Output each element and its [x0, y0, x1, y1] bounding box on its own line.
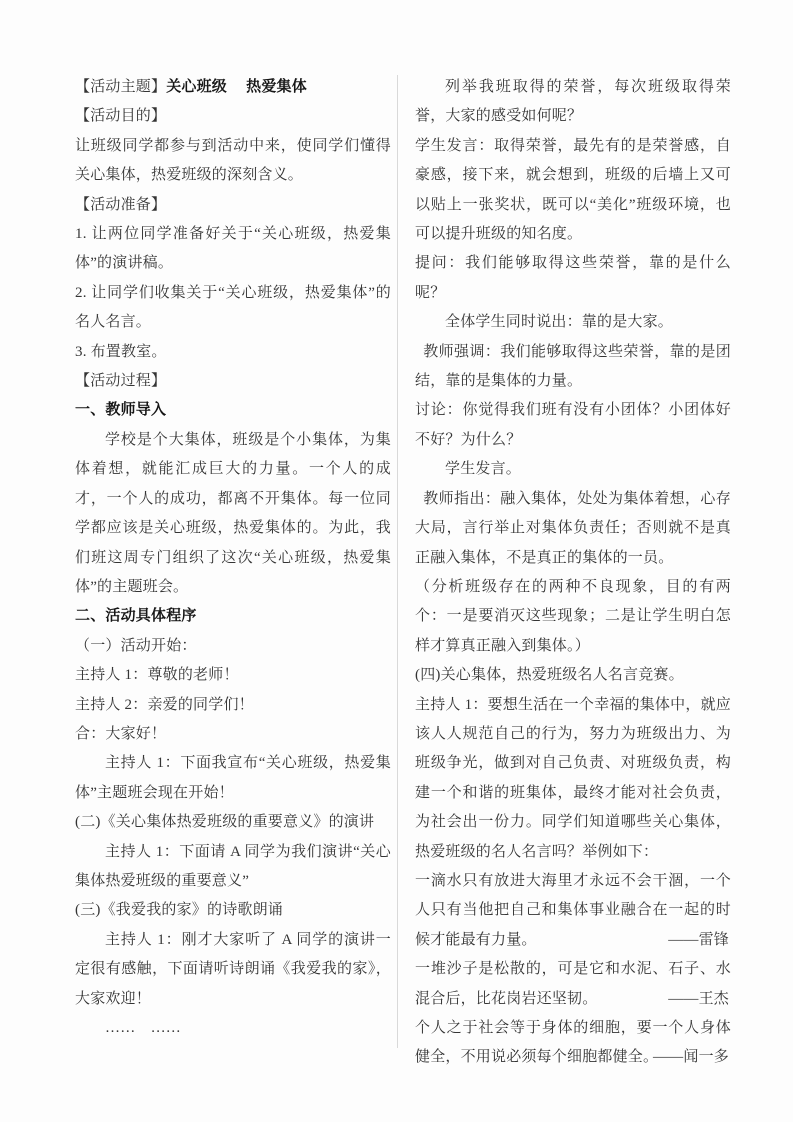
quote-attribution: ——闻一多 — [652, 1049, 729, 1066]
quote-attribution: ——王杰 — [668, 990, 729, 1007]
section-heading-goal: 【活动目的】 — [75, 108, 167, 125]
list-item: 2. 让同学们收集关于“关心班级，热爱集体”的名人名言。 — [75, 284, 391, 331]
quote-text: 一滴水只有放进大海里才永远不会干涸，一个人只有当他把自己和集体事业融合在一起的时候才能最有力量。 — [415, 872, 731, 948]
paragraph: 主持人 1：尊敬的老师！ — [75, 667, 239, 684]
quote-text: 个人之于社会等于身体的细胞，要一个人身体健全，不用说必须每个细胞都健全。 — [415, 1020, 731, 1066]
section-heading-process: 【活动过程】 — [75, 373, 167, 390]
column-divider — [397, 75, 398, 1048]
quote-line — [415, 867, 731, 955]
paragraph: 主持人 1：刚才大家听了 A 同学的演讲一定很有感触，下面请听诗朗诵《我爱我的家》，大家欢迎！ — [75, 931, 391, 1007]
paragraph: 教师强调：我们能够取得这些荣誉，靠的是团结，靠的是集体的力量。 — [415, 343, 731, 390]
paragraph: 主持人 2：亲爱的同学们！ — [75, 696, 254, 713]
paragraph: 学生发言：取得荣誉，最先有的是荣誉感，自豪感，接下来，就会想到，班级的后墙上又可以贴上一张奖状，既可以“美化”班级环境，也可以提升班级的知名度。 — [415, 137, 731, 243]
paragraph: 主持人 1：下面我宣布“关心班级，热爱集体”主题班会现在开始！ — [75, 755, 391, 801]
quote-line — [415, 1014, 731, 1073]
paragraph: 提问：我们能够取得这些荣誉，靠的是什么呢？ — [415, 255, 731, 301]
list-item: 3. 布置教室。 — [75, 343, 167, 360]
paragraph: 主持人 1：下面请 A 同学为我们演讲“关心集体热爱班级的重要意义” — [75, 843, 391, 889]
paragraph: 主持人 1：要想生活在一个幸福的集体中，就应该人人规范自己的行为，努力为班级出力、为班级争光，做到对自己负责、对班级负责，构建一个和谐的班集体，最终才能对社会负责，为社会出一份力。同学们知道哪些关心集体，热爱班级的名人名言吗？举例如下： — [415, 696, 731, 860]
activity-theme-heading — [75, 73, 391, 102]
right-column — [415, 73, 731, 1073]
paragraph: 合：大家好！ — [75, 725, 167, 742]
subsection-heading-teacher-intro: 一、教师导入 — [75, 402, 167, 419]
list-item: 1. 让两位同学准备好关于“关心班级，热爱集体”的演讲稿。 — [75, 226, 391, 272]
left-column — [75, 73, 391, 1043]
paragraph: (四)关心集体，热爱班级名人名言竞赛。 — [415, 667, 684, 684]
quote-attribution: ——雷锋 — [668, 931, 729, 948]
subsection-heading-procedure: 二、活动具体程序 — [75, 608, 197, 625]
paragraph: 教师指出：融入集体，处处为集体着想，心存大局，言行举止对集体负责任；否则就不是真正融入集体，不是真正的集体的一员。 — [415, 490, 731, 566]
activity-theme-title: 关心班级 热爱集体 — [166, 79, 307, 95]
section-heading-preparation: 【活动准备】 — [75, 196, 167, 213]
paragraph: 讨论：你觉得我们班有没有小团体？小团体好不好？为什么？ — [415, 402, 731, 448]
paragraph: 学校是个大集体，班级是个小集体，为集体着想，就能汇成巨大的力量。一个人的成才，一个人的成功，都离不开集体。每一位同学都应该是关心班级，热爱集体的。为此，我们班这周专门组织了这次“关心班级，热爱集体”的主题班会。 — [75, 431, 391, 595]
paragraph: （一）活动开始： — [75, 637, 197, 654]
ellipsis-line: …… …… — [105, 1020, 182, 1036]
paragraph: 学生发言。 — [445, 461, 522, 478]
paragraph: （分析班级存在的两种不良现象，目的有两个：一是要消灭这些现象；二是让学生明白怎样才算真正融入到集体。） — [415, 578, 731, 654]
paragraph: (二)《关心集体热爱班级的重要意义》的演讲 — [75, 814, 375, 831]
quote-text: 一堆沙子是松散的，可是它和水泥、石子、水混合后，比花岗岩还坚韧。 — [415, 961, 731, 1007]
paragraph: 全体学生同时说出：靠的是大家。 — [445, 314, 674, 331]
quote-line — [415, 955, 731, 1014]
activity-theme-label: 【活动主题】 — [75, 79, 167, 95]
paragraph: 列举我班取得的荣誉，每次班级取得荣誉，大家的感受如何呢？ — [415, 79, 731, 125]
paragraph: 让班级同学都参与到活动中来，使同学们懂得关心集体，热爱班级的深刻含义。 — [75, 137, 391, 184]
paragraph: (三)《我爱我的家》的诗歌朗诵 — [75, 902, 283, 919]
